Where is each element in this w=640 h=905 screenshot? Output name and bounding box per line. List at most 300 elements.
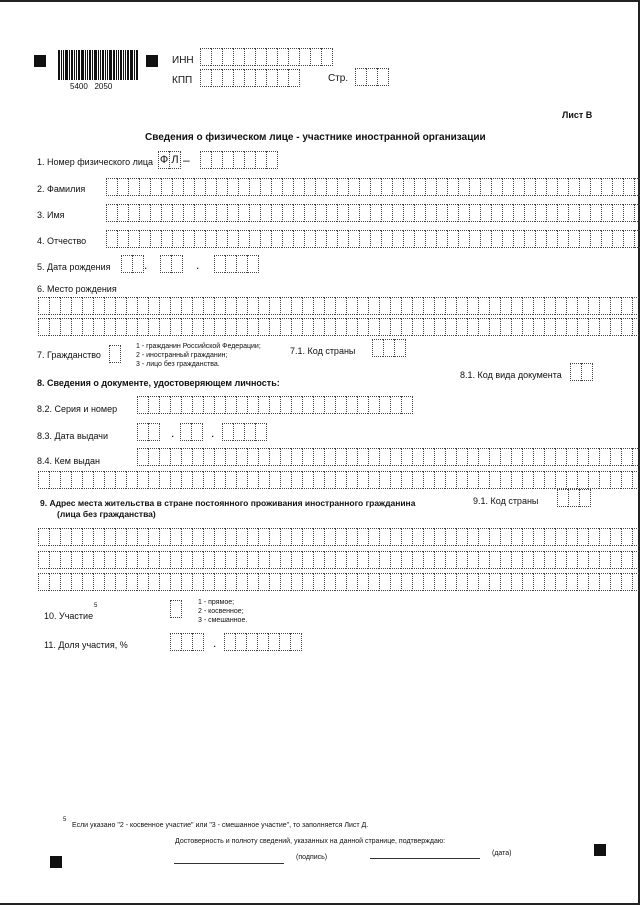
char-cell[interactable]: [71, 573, 82, 591]
char-cell[interactable]: [357, 528, 368, 546]
char-cell[interactable]: [414, 230, 425, 248]
char-cell[interactable]: [150, 204, 161, 222]
char-cell[interactable]: [214, 528, 225, 546]
char-cell[interactable]: [277, 69, 288, 87]
char-cell[interactable]: [203, 318, 214, 336]
char-cell[interactable]: [233, 48, 244, 66]
page-number-field[interactable]: [355, 68, 389, 86]
issue-month-field[interactable]: [180, 423, 203, 441]
char-cell[interactable]: [555, 573, 566, 591]
char-cell[interactable]: [634, 204, 640, 222]
char-cell[interactable]: [601, 230, 612, 248]
char-cell[interactable]: [412, 551, 423, 569]
char-cell[interactable]: [271, 230, 282, 248]
char-cell[interactable]: [366, 68, 377, 86]
char-cell[interactable]: [357, 551, 368, 569]
char-cell[interactable]: [203, 297, 214, 315]
char-cell[interactable]: [346, 551, 357, 569]
document-type-code-field[interactable]: [570, 363, 593, 381]
char-cell[interactable]: [379, 528, 390, 546]
char-cell[interactable]: [282, 230, 293, 248]
char-cell[interactable]: [610, 471, 621, 489]
char-cell[interactable]: [71, 551, 82, 569]
char-cell[interactable]: [379, 318, 390, 336]
participation-type-field[interactable]: [170, 600, 182, 618]
char-cell[interactable]: [128, 178, 139, 196]
char-cell[interactable]: [302, 396, 313, 414]
char-cell[interactable]: [117, 178, 128, 196]
char-cell[interactable]: [579, 489, 591, 507]
char-cell[interactable]: [238, 204, 249, 222]
char-cell[interactable]: [568, 230, 579, 248]
char-cell[interactable]: [205, 230, 216, 248]
char-cell[interactable]: [225, 471, 236, 489]
char-cell[interactable]: [544, 297, 555, 315]
char-cell[interactable]: [315, 230, 326, 248]
birth-month-field[interactable]: [160, 255, 183, 273]
char-cell[interactable]: [192, 448, 203, 466]
char-cell[interactable]: [132, 255, 144, 273]
char-cell[interactable]: [467, 573, 478, 591]
char-cell[interactable]: [390, 448, 401, 466]
char-cell[interactable]: [180, 423, 191, 441]
char-cell[interactable]: [71, 528, 82, 546]
name-field[interactable]: [106, 204, 640, 222]
char-cell[interactable]: [247, 396, 258, 414]
char-cell[interactable]: [313, 448, 324, 466]
char-cell[interactable]: [511, 528, 522, 546]
char-cell[interactable]: [579, 230, 590, 248]
char-cell[interactable]: [233, 69, 244, 87]
char-cell[interactable]: [106, 204, 117, 222]
char-cell[interactable]: [590, 230, 601, 248]
char-cell[interactable]: [632, 573, 640, 591]
char-cell[interactable]: [181, 297, 192, 315]
char-cell[interactable]: [181, 318, 192, 336]
char-cell[interactable]: [258, 396, 269, 414]
char-cell[interactable]: [634, 230, 640, 248]
char-cell[interactable]: [71, 318, 82, 336]
char-cell[interactable]: [172, 230, 183, 248]
char-cell[interactable]: [544, 528, 555, 546]
char-cell[interactable]: [467, 297, 478, 315]
char-cell[interactable]: [38, 297, 49, 315]
char-cell[interactable]: [381, 204, 392, 222]
char-cell[interactable]: [480, 178, 491, 196]
char-cell[interactable]: [632, 471, 640, 489]
char-cell[interactable]: [546, 178, 557, 196]
share-integer-field[interactable]: [170, 633, 204, 651]
char-cell[interactable]: [379, 297, 390, 315]
char-cell[interactable]: [315, 204, 326, 222]
char-cell[interactable]: [247, 297, 258, 315]
char-cell[interactable]: [599, 551, 610, 569]
char-cell[interactable]: [377, 68, 389, 86]
char-cell[interactable]: [533, 448, 544, 466]
char-cell[interactable]: [324, 318, 335, 336]
char-cell[interactable]: [236, 255, 247, 273]
char-cell[interactable]: [211, 151, 222, 169]
char-cell[interactable]: [445, 573, 456, 591]
char-cell[interactable]: [258, 551, 269, 569]
char-cell[interactable]: [225, 528, 236, 546]
char-cell[interactable]: [533, 551, 544, 569]
char-cell[interactable]: [590, 178, 601, 196]
char-cell[interactable]: [225, 573, 236, 591]
char-cell[interactable]: [271, 204, 282, 222]
char-cell[interactable]: [610, 551, 621, 569]
char-cell[interactable]: [383, 339, 394, 357]
char-cell[interactable]: [126, 528, 137, 546]
char-cell[interactable]: [511, 297, 522, 315]
char-cell[interactable]: [222, 69, 233, 87]
char-cell[interactable]: [216, 204, 227, 222]
char-cell[interactable]: [288, 69, 300, 87]
char-cell[interactable]: [181, 573, 192, 591]
char-cell[interactable]: [478, 297, 489, 315]
char-cell[interactable]: [192, 633, 204, 651]
char-cell[interactable]: [500, 528, 511, 546]
char-cell[interactable]: [126, 471, 137, 489]
char-cell[interactable]: [467, 448, 478, 466]
char-cell[interactable]: [214, 255, 225, 273]
char-cell[interactable]: [588, 573, 599, 591]
char-cell[interactable]: [434, 318, 445, 336]
char-cell[interactable]: [183, 204, 194, 222]
char-cell[interactable]: [271, 178, 282, 196]
char-cell[interactable]: [203, 448, 214, 466]
char-cell[interactable]: [269, 448, 280, 466]
char-cell[interactable]: [533, 297, 544, 315]
char-cell[interactable]: [49, 573, 60, 591]
char-cell[interactable]: [38, 471, 49, 489]
char-cell[interactable]: [579, 178, 590, 196]
char-cell[interactable]: [203, 471, 214, 489]
char-cell[interactable]: [566, 297, 577, 315]
char-cell[interactable]: [236, 573, 247, 591]
char-cell[interactable]: [425, 204, 436, 222]
char-cell[interactable]: [478, 551, 489, 569]
char-cell[interactable]: [511, 318, 522, 336]
char-cell[interactable]: [214, 297, 225, 315]
char-cell[interactable]: [392, 178, 403, 196]
char-cell[interactable]: [337, 204, 348, 222]
char-cell[interactable]: [269, 528, 280, 546]
char-cell[interactable]: [238, 230, 249, 248]
char-cell[interactable]: [313, 471, 324, 489]
char-cell[interactable]: [588, 318, 599, 336]
char-cell[interactable]: [390, 297, 401, 315]
char-cell[interactable]: [434, 551, 445, 569]
char-cell[interactable]: [599, 318, 610, 336]
char-cell[interactable]: [588, 551, 599, 569]
char-cell[interactable]: [211, 69, 222, 87]
char-cell[interactable]: [368, 528, 379, 546]
char-cell[interactable]: [456, 573, 467, 591]
char-cell[interactable]: [447, 230, 458, 248]
char-cell[interactable]: [313, 573, 324, 591]
char-cell[interactable]: [126, 573, 137, 591]
char-cell[interactable]: [170, 528, 181, 546]
char-cell[interactable]: [170, 600, 182, 618]
char-cell[interactable]: [379, 396, 390, 414]
char-cell[interactable]: [247, 528, 258, 546]
char-cell[interactable]: [233, 423, 244, 441]
char-cell[interactable]: [522, 318, 533, 336]
char-cell[interactable]: [247, 573, 258, 591]
char-cell[interactable]: [214, 573, 225, 591]
char-cell[interactable]: [150, 230, 161, 248]
char-cell[interactable]: [335, 318, 346, 336]
char-cell[interactable]: [535, 178, 546, 196]
char-cell[interactable]: [170, 573, 181, 591]
char-cell[interactable]: [379, 471, 390, 489]
char-cell[interactable]: [200, 151, 211, 169]
char-cell[interactable]: [160, 255, 171, 273]
char-cell[interactable]: [632, 448, 640, 466]
char-cell[interactable]: [445, 551, 456, 569]
char-cell[interactable]: [222, 48, 233, 66]
char-cell[interactable]: [104, 318, 115, 336]
char-cell[interactable]: [269, 551, 280, 569]
char-cell[interactable]: [513, 204, 524, 222]
char-cell[interactable]: [302, 448, 313, 466]
char-cell[interactable]: [423, 318, 434, 336]
char-cell[interactable]: [106, 178, 117, 196]
char-cell[interactable]: [137, 471, 148, 489]
char-cell[interactable]: [49, 528, 60, 546]
char-cell[interactable]: [227, 230, 238, 248]
char-cell[interactable]: [445, 471, 456, 489]
char-cell[interactable]: [137, 396, 148, 414]
char-cell[interactable]: [324, 297, 335, 315]
char-cell[interactable]: [49, 471, 60, 489]
char-cell[interactable]: [324, 471, 335, 489]
char-cell[interactable]: [115, 573, 126, 591]
char-cell[interactable]: [588, 448, 599, 466]
char-cell[interactable]: [544, 471, 555, 489]
char-cell[interactable]: [236, 396, 247, 414]
char-cell[interactable]: [544, 551, 555, 569]
char-cell[interactable]: [456, 471, 467, 489]
address-row-3[interactable]: [38, 573, 640, 591]
char-cell[interactable]: [557, 178, 568, 196]
char-cell[interactable]: [348, 204, 359, 222]
char-cell[interactable]: [401, 318, 412, 336]
birth-place-row-1[interactable]: [38, 297, 640, 315]
char-cell[interactable]: [511, 471, 522, 489]
char-cell[interactable]: [280, 528, 291, 546]
char-cell[interactable]: [379, 448, 390, 466]
char-cell[interactable]: [579, 204, 590, 222]
char-cell[interactable]: [236, 528, 247, 546]
char-cell[interactable]: [128, 230, 139, 248]
char-cell[interactable]: [359, 230, 370, 248]
char-cell[interactable]: [148, 528, 159, 546]
char-cell[interactable]: [491, 230, 502, 248]
char-cell[interactable]: [335, 471, 346, 489]
char-cell[interactable]: [192, 528, 203, 546]
char-cell[interactable]: [513, 230, 524, 248]
char-cell[interactable]: [82, 318, 93, 336]
char-cell[interactable]: [60, 551, 71, 569]
char-cell[interactable]: [249, 178, 260, 196]
char-cell[interactable]: [255, 423, 267, 441]
char-cell[interactable]: [121, 255, 132, 273]
char-cell[interactable]: [489, 297, 500, 315]
char-cell[interactable]: [224, 633, 235, 651]
char-cell[interactable]: [524, 204, 535, 222]
char-cell[interactable]: [183, 230, 194, 248]
char-cell[interactable]: [104, 528, 115, 546]
char-cell[interactable]: [456, 448, 467, 466]
char-cell[interactable]: [469, 178, 480, 196]
char-cell[interactable]: [293, 178, 304, 196]
char-cell[interactable]: [104, 471, 115, 489]
char-cell[interactable]: [555, 528, 566, 546]
char-cell[interactable]: [601, 178, 612, 196]
char-cell[interactable]: [335, 297, 346, 315]
char-cell[interactable]: [211, 48, 222, 66]
char-cell[interactable]: [535, 204, 546, 222]
char-cell[interactable]: [368, 318, 379, 336]
char-cell[interactable]: [335, 396, 346, 414]
char-cell[interactable]: [148, 396, 159, 414]
char-cell[interactable]: [467, 528, 478, 546]
char-cell[interactable]: [612, 230, 623, 248]
char-cell[interactable]: [423, 448, 434, 466]
char-cell[interactable]: [599, 471, 610, 489]
char-cell[interactable]: [192, 551, 203, 569]
char-cell[interactable]: [159, 396, 170, 414]
char-cell[interactable]: [555, 448, 566, 466]
char-cell[interactable]: [324, 573, 335, 591]
char-cell[interactable]: [115, 551, 126, 569]
char-cell[interactable]: [148, 551, 159, 569]
char-cell[interactable]: [632, 551, 640, 569]
char-cell[interactable]: [302, 318, 313, 336]
char-cell[interactable]: [194, 230, 205, 248]
char-cell[interactable]: [38, 573, 49, 591]
citizenship-country-code-field[interactable]: [372, 339, 406, 357]
char-cell[interactable]: [291, 448, 302, 466]
char-cell[interactable]: [445, 318, 456, 336]
char-cell[interactable]: [489, 471, 500, 489]
char-cell[interactable]: [434, 528, 445, 546]
char-cell[interactable]: [524, 178, 535, 196]
char-cell[interactable]: [302, 573, 313, 591]
char-cell[interactable]: [337, 230, 348, 248]
char-cell[interactable]: [390, 551, 401, 569]
char-cell[interactable]: [478, 573, 489, 591]
char-cell[interactable]: [255, 48, 266, 66]
char-cell[interactable]: [535, 230, 546, 248]
char-cell[interactable]: [128, 204, 139, 222]
char-cell[interactable]: [489, 318, 500, 336]
char-cell[interactable]: [170, 448, 181, 466]
char-cell[interactable]: [392, 204, 403, 222]
char-cell[interactable]: [522, 471, 533, 489]
char-cell[interactable]: [588, 297, 599, 315]
char-cell[interactable]: [500, 297, 511, 315]
kpp-field[interactable]: [200, 69, 300, 87]
char-cell[interactable]: [137, 573, 148, 591]
char-cell[interactable]: [357, 318, 368, 336]
char-cell[interactable]: [357, 573, 368, 591]
char-cell[interactable]: [403, 178, 414, 196]
char-cell[interactable]: [159, 471, 170, 489]
char-cell[interactable]: [533, 528, 544, 546]
char-cell[interactable]: [214, 396, 225, 414]
char-cell[interactable]: [621, 551, 632, 569]
char-cell[interactable]: [258, 573, 269, 591]
char-cell[interactable]: [577, 551, 588, 569]
char-cell[interactable]: [577, 448, 588, 466]
char-cell[interactable]: [222, 151, 233, 169]
char-cell[interactable]: [588, 471, 599, 489]
char-cell[interactable]: [192, 573, 203, 591]
char-cell[interactable]: [170, 633, 181, 651]
char-cell[interactable]: [293, 204, 304, 222]
char-cell[interactable]: [324, 528, 335, 546]
char-cell[interactable]: [235, 633, 246, 651]
char-cell[interactable]: [368, 573, 379, 591]
char-cell[interactable]: [434, 297, 445, 315]
char-cell[interactable]: [258, 528, 269, 546]
char-cell[interactable]: [139, 178, 150, 196]
char-cell[interactable]: [390, 528, 401, 546]
char-cell[interactable]: [324, 396, 335, 414]
char-cell[interactable]: [401, 396, 413, 414]
char-cell[interactable]: [467, 471, 478, 489]
char-cell[interactable]: [434, 448, 445, 466]
char-cell[interactable]: [533, 573, 544, 591]
char-cell[interactable]: [372, 339, 383, 357]
char-cell[interactable]: [390, 396, 401, 414]
char-cell[interactable]: [346, 573, 357, 591]
char-cell[interactable]: [321, 48, 333, 66]
inn-field[interactable]: [200, 48, 333, 66]
person-number-field[interactable]: [158, 151, 181, 169]
char-cell[interactable]: [280, 573, 291, 591]
char-cell[interactable]: [368, 297, 379, 315]
char-cell[interactable]: [181, 448, 192, 466]
char-cell[interactable]: [247, 255, 259, 273]
char-cell[interactable]: [436, 178, 447, 196]
char-cell[interactable]: [390, 573, 401, 591]
share-fraction-field[interactable]: [224, 633, 302, 651]
char-cell[interactable]: [194, 204, 205, 222]
char-cell[interactable]: [244, 69, 255, 87]
char-cell[interactable]: [258, 448, 269, 466]
char-cell[interactable]: [555, 471, 566, 489]
char-cell[interactable]: [324, 448, 335, 466]
char-cell[interactable]: [159, 448, 170, 466]
char-cell[interactable]: [246, 633, 257, 651]
char-cell[interactable]: [480, 230, 491, 248]
char-cell[interactable]: [370, 204, 381, 222]
char-cell[interactable]: [159, 573, 170, 591]
char-cell[interactable]: [227, 204, 238, 222]
char-cell[interactable]: [599, 297, 610, 315]
char-cell[interactable]: [216, 178, 227, 196]
char-cell[interactable]: [282, 204, 293, 222]
char-cell[interactable]: [403, 204, 414, 222]
char-cell[interactable]: [106, 230, 117, 248]
char-cell[interactable]: [610, 573, 621, 591]
char-cell[interactable]: [170, 471, 181, 489]
char-cell[interactable]: [247, 551, 258, 569]
